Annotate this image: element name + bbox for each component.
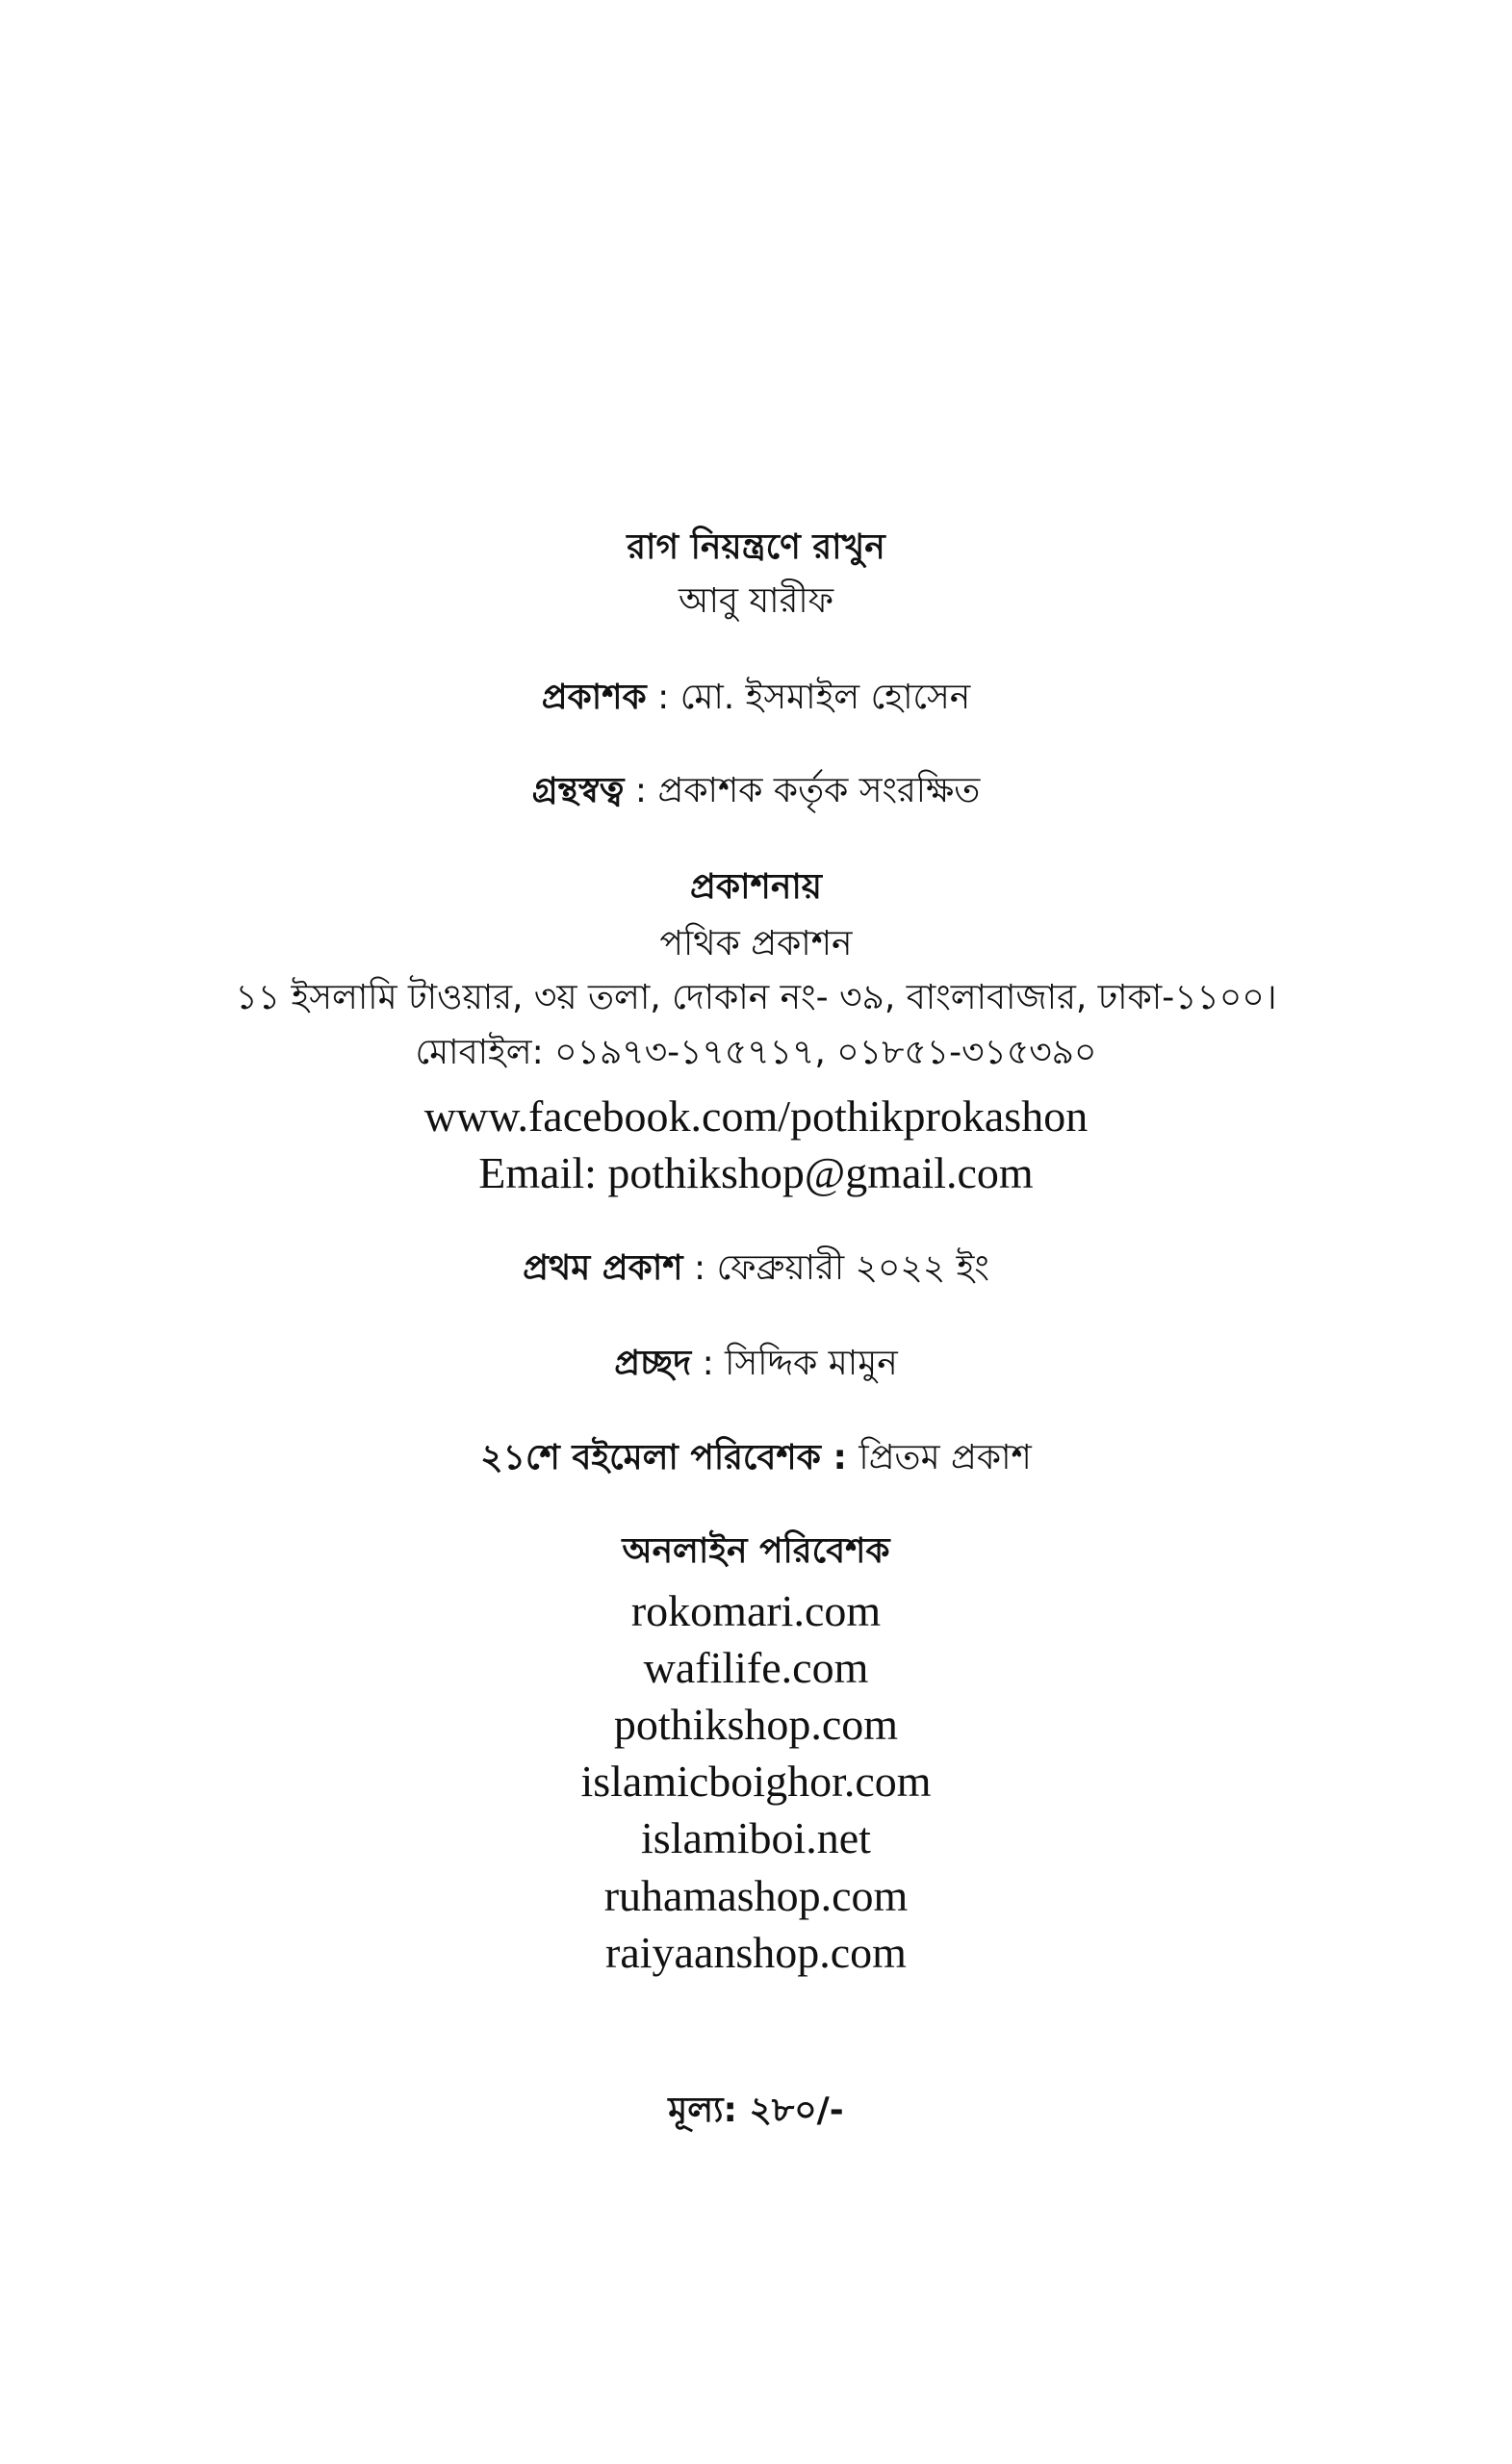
publisher-email: Email: pothikshop@gmail.com (478, 1148, 1034, 1197)
first-edition-separator: : (682, 1248, 717, 1288)
online-site: raiyaanshop.com (605, 1928, 907, 1977)
cover-separator: : (691, 1344, 726, 1383)
cover-line (0, 1344, 1512, 1383)
online-heading: অনলাইন পরিবেশক (622, 1531, 890, 1571)
book-title: রাগ নিয়ন্ত্রণে রাখুন (627, 527, 885, 567)
publishing-house: পথিক প্রকাশন (659, 924, 853, 963)
publisher-address: ১১ ইসলামি টাওয়ার, ৩য় তলা, দোকান নং- ৩৯, বাংলাবাজার, ঢাকা-১১০০। (235, 978, 1277, 1017)
publisher-mobile: মোবাইল: ০১৯৭৩-১৭৫৭১৭, ০১৮৫১-৩১৫৩৯০ (415, 1033, 1097, 1072)
online-site: islamicboighor.com (580, 1757, 932, 1806)
copyright-label: গ্রন্থস্বত্ব (531, 771, 625, 810)
copyright-line (0, 771, 1512, 810)
online-site: ruhamashop.com (603, 1871, 909, 1920)
online-site: rokomari.com (630, 1586, 882, 1635)
first-edition-line (0, 1248, 1512, 1288)
cover-designer: সিদ্দিক মামুন (725, 1344, 898, 1383)
facebook-url: www.facebook.com/pothikprokashon (423, 1091, 1089, 1141)
publisher-name: মো. ইসমাইল হোসেন (679, 678, 971, 717)
online-site: wafilife.com (643, 1643, 869, 1692)
copyright-separator: : (624, 771, 658, 810)
bookfair-label: ২১শে বইমেলা পরিবেশক (480, 1438, 821, 1477)
first-edition-label: প্রথম প্রকাশ (523, 1248, 683, 1288)
bookfair-line (0, 1438, 1512, 1477)
bookfair-distributor: প্রিতম প্রকাশ (859, 1438, 1032, 1477)
publisher-line (0, 678, 1512, 717)
first-edition-date: ফেব্রুয়ারী ২০২২ ইং (716, 1248, 989, 1288)
online-site: pothikshop.com (613, 1700, 899, 1749)
publisher-separator: : (646, 678, 680, 717)
online-site: islamiboi.net (641, 1813, 871, 1862)
bookfair-separator: : (820, 1438, 859, 1477)
cover-label: প্রচ্ছদ (614, 1344, 692, 1383)
book-author: আবু যারীফ (678, 581, 834, 621)
copyright-value: প্রকাশক কর্তৃক সংরক্ষিত (657, 771, 981, 810)
price: মূল্য: ২৮০/- (668, 2091, 844, 2130)
publication-heading: প্রকাশনায় (690, 867, 822, 907)
publisher-label: প্রকাশক (541, 678, 647, 717)
